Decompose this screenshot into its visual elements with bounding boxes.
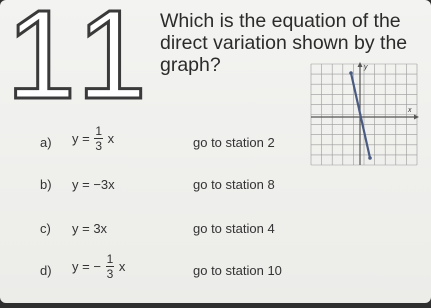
equation-variable: x <box>107 131 115 146</box>
graph-grid <box>311 64 417 165</box>
choice-a <box>40 125 300 159</box>
equation-variable: x <box>118 259 126 274</box>
choice-letter: d) <box>40 263 52 278</box>
equation-lhs: y = <box>72 131 90 146</box>
choice-c <box>40 211 300 245</box>
choice-letter: b) <box>40 177 52 192</box>
choice-equation: y = 3x <box>72 221 108 236</box>
fraction-denominator: 3 <box>106 267 114 281</box>
choice-b <box>40 167 300 201</box>
choice-equation: y = −3x <box>72 177 115 192</box>
fraction-numerator: 1 <box>106 252 114 266</box>
equation-lhs: y = <box>72 259 90 274</box>
y-axis-label: y <box>364 64 368 71</box>
equation-fraction <box>94 124 103 153</box>
line-end-bottom <box>368 156 372 160</box>
choice-letter: c) <box>40 221 51 236</box>
equation-sign: − <box>93 259 101 274</box>
question-text: Which is the equation of the direct variation shown by the graph? <box>160 10 408 76</box>
station-text: go to station 8 <box>193 177 275 192</box>
choice-d <box>40 253 300 287</box>
x-axis-label: x <box>408 107 412 114</box>
fraction-numerator: 1 <box>95 124 103 138</box>
fraction-denominator: 3 <box>95 139 103 153</box>
problem-number: 11 <box>6 0 157 125</box>
station-text: go to station 4 <box>193 221 275 236</box>
station-text: go to station 2 <box>193 135 275 150</box>
choice-equation <box>72 252 125 281</box>
y-axis-arrow <box>358 62 363 67</box>
line-end-top <box>349 71 353 75</box>
choice-letter: a) <box>40 135 52 150</box>
direct-variation-graph <box>309 62 419 167</box>
x-axis-arrow <box>414 115 419 120</box>
station-text: go to station 10 <box>193 263 282 278</box>
choice-equation <box>72 124 114 153</box>
equation-fraction <box>106 252 115 281</box>
